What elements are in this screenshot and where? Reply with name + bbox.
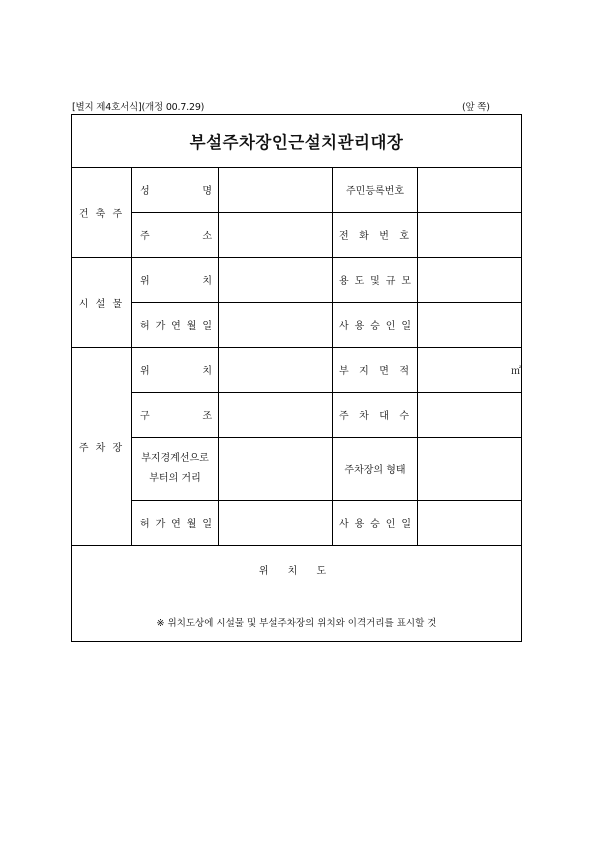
group-builder: 건 축 주 [78,208,125,220]
value-address[interactable] [219,212,332,257]
value-facility-permit-date[interactable] [219,302,332,347]
label-phone: 전 화 번 호 [339,231,409,242]
label-structure: 구 조 [140,411,212,422]
label-use-scale: 용 도 및 규 모 [339,276,411,287]
location-map-note: ※ 위치도상에 시설물 및 부설주차장의 위치와 이격거리를 표시할 것 [156,618,437,629]
label-parking-approval-date: 사 용 승 인 일 [339,519,411,530]
value-parking-type[interactable] [418,437,523,500]
value-phone[interactable] [418,212,523,257]
value-facility-location[interactable] [219,257,332,302]
label-site-area: 부 지 면 적 [339,366,409,377]
label-facility-location: 위 치 [140,276,212,287]
label-address: 주 소 [140,231,212,242]
group-facility: 시 설 물 [78,298,125,310]
form-reference: [별지 제4호서식](개정 00.7.29) [72,102,205,113]
value-boundary-distance[interactable] [219,437,332,500]
value-site-area[interactable] [418,347,523,392]
value-parking-location[interactable] [219,347,332,392]
value-name[interactable] [219,167,332,212]
label-parking-spaces: 주 차 대 수 [339,411,409,422]
page-side-label: (앞 쪽) [462,102,490,113]
label-boundary-distance: 부지경계선으로 부터의 거리 [141,452,209,484]
section-divider [72,545,521,546]
label-parking-permit-date: 허 가 연 월 일 [140,519,212,530]
value-parking-approval-date[interactable] [418,500,523,545]
value-structure[interactable] [219,392,332,437]
form-title: 부설주차장인근설치관리대장 [189,133,404,152]
value-use-scale[interactable] [418,257,523,302]
value-resident-id[interactable] [418,167,523,212]
registry-form [71,114,522,642]
value-parking-spaces[interactable] [418,392,523,437]
value-parking-permit-date[interactable] [219,500,332,545]
label-facility-permit-date: 허 가 연 월 일 [140,321,212,332]
label-parking-location: 위 치 [140,366,212,377]
area-unit: ㎡ [511,366,521,377]
location-map-title: 위 치 도 [258,566,335,577]
label-name: 성 명 [140,186,212,197]
value-facility-approval-date[interactable] [418,302,523,347]
label-resident-id: 주민등록번호 [346,186,404,197]
label-parking-type: 주차장의 형태 [344,465,406,476]
group-parking: 주 차 장 [78,442,125,454]
label-facility-approval-date: 사 용 승 인 일 [339,321,411,332]
